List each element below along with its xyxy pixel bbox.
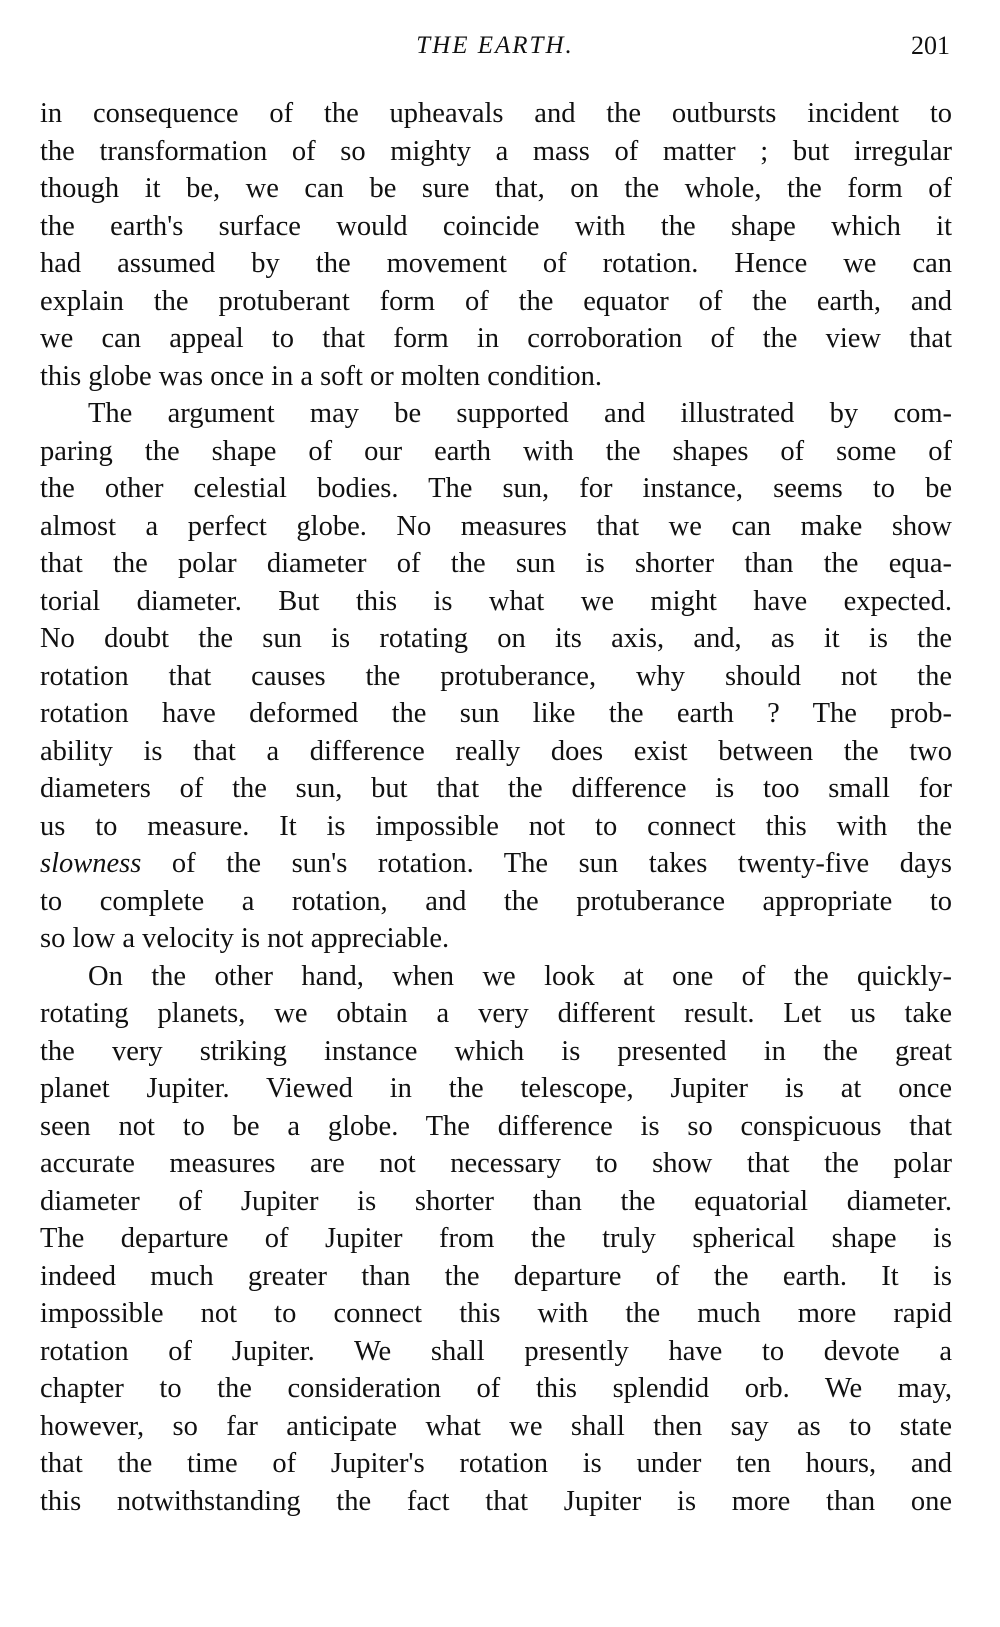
text-line: paring the shape of our earth with the shapes of some of (40, 435, 952, 467)
running-title: THE EARTH. (416, 32, 574, 59)
text-line: explain the protuberant form of the equator of the earth, and (40, 285, 952, 317)
text-line: the very striking instance which is presented in the great (40, 1035, 952, 1067)
paragraph-1 (40, 95, 952, 395)
text-line: torial diameter. But this is what we might have expected. (40, 585, 952, 617)
text-line: On the other hand, when we look at one of the quickly- (88, 960, 952, 992)
text-line: the other celestial bodies. The sun, for instance, seems to be (40, 473, 952, 504)
text-line: planet Jupiter. Viewed in the telescope, Jupiter is at once (40, 1073, 952, 1104)
text-line: rotation have deformed the sun like the earth ? The prob- (40, 698, 952, 729)
text-line: that the time of Jupiter's rotation is under ten hours, and (40, 1448, 952, 1479)
text-line: No doubt the sun is rotating on its axis, and, as it is the (40, 623, 952, 654)
emphasized-word: slowness (40, 848, 142, 879)
text-line: seen not to be a globe. The difference is so conspicuous that (40, 1110, 952, 1142)
text-line: rotation of Jupiter. We shall presently have to devote a (40, 1335, 952, 1367)
text-line: chapter to the consideration of this splendid orb. We may, (40, 1373, 952, 1404)
running-head (40, 28, 950, 64)
text-line: The departure of Jupiter from the truly spherical shape is (40, 1223, 952, 1254)
text-line: so low a velocity is not appreciable. (40, 923, 450, 954)
text-line: this globe was once in a soft or molten condition. (40, 360, 602, 392)
text-line: diameters of the sun, but that the difference is too small for (40, 773, 952, 804)
text-line: the transformation of so mighty a mass of matter ; but irregular (40, 135, 952, 167)
text-line: however, so far anticipate what we shall then say as to state (40, 1410, 952, 1442)
body-text (40, 95, 952, 1520)
paragraph-3 (40, 958, 952, 1521)
text-line: ability is that a difference really does exist between the two (40, 735, 952, 767)
text-line: accurate measures are not necessary to show that the polar (40, 1148, 952, 1179)
text-line: we can appeal to that form in corroboration of the view that (40, 323, 952, 354)
text-line: almost a perfect globe. No measures that we can make show (40, 510, 952, 542)
text-line: diameter of Jupiter is shorter than the equatorial diameter. (40, 1185, 952, 1217)
text-line: in consequence of the upheavals and the outbursts incident to (40, 98, 952, 129)
text-line: this notwithstanding the fact that Jupiter is more than one (40, 1485, 952, 1517)
page-number: 201 (911, 31, 950, 60)
text-line: indeed much greater than the departure of the earth. It is (40, 1260, 952, 1292)
text-line (40, 845, 952, 883)
text-line: impossible not to connect this with the much more rapid (40, 1298, 952, 1329)
text-line: had assumed by the movement of rotation. Hence we can (40, 248, 952, 279)
text-line: the earth's surface would coincide with the shape which it (40, 210, 952, 242)
text-line: us to measure. It is impossible not to connect this with the (40, 810, 952, 842)
text-line: that the polar diameter of the sun is shorter than the equa- (40, 548, 952, 579)
text-line: rotating planets, we obtain a very different result. Let us take (40, 998, 952, 1029)
text-line-rest: of the sun's rotation. The sun takes twenty-five days (141, 848, 952, 879)
text-line: rotation that causes the protuberance, why should not the (40, 660, 952, 692)
text-line: though it be, we can be sure that, on the whole, the form of (40, 173, 952, 204)
text-line: The argument may be supported and illustrated by com- (88, 398, 952, 429)
paragraph-2 (40, 395, 952, 958)
text-line: to complete a rotation, and the protuberance appropriate to (40, 885, 952, 917)
